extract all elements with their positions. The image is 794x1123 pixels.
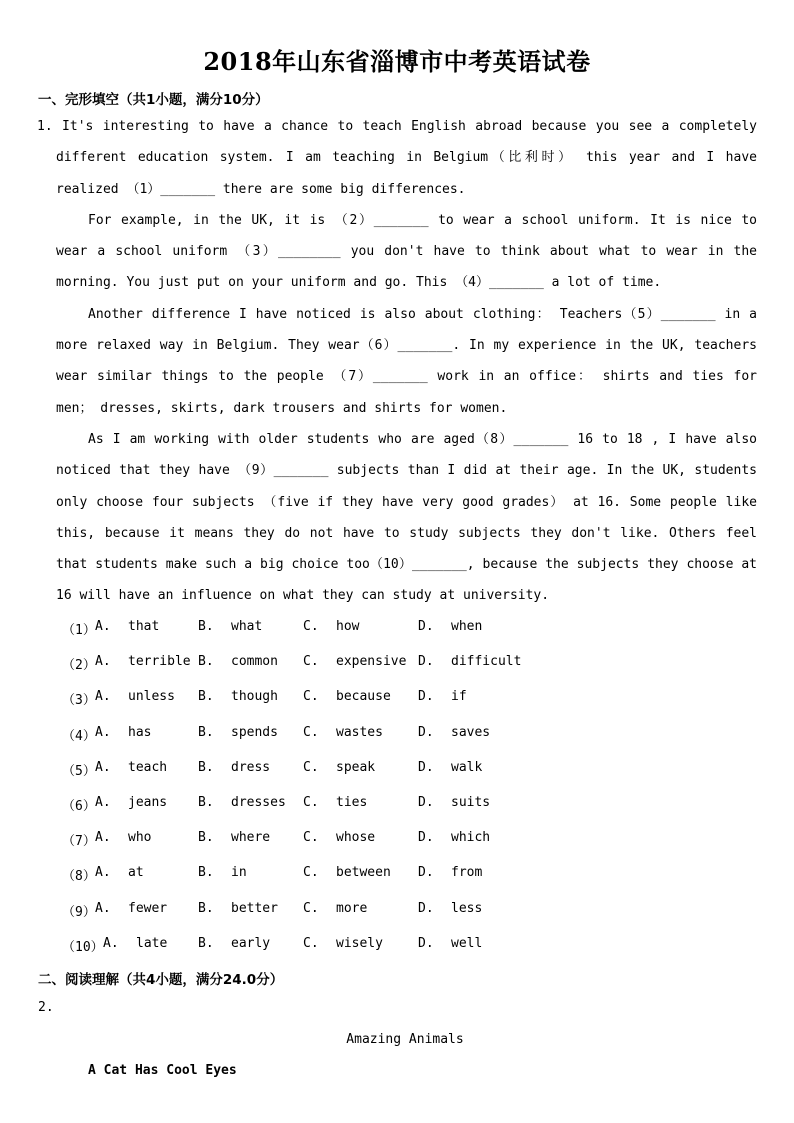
option-choice-b: dress xyxy=(231,759,271,775)
option-choice-a: jeans xyxy=(128,795,168,810)
option-choice-d: well xyxy=(451,935,483,951)
option-choice-d: if xyxy=(451,689,467,705)
option-question-number: （3） xyxy=(62,693,96,709)
option-choice-c: between xyxy=(336,865,391,881)
option-question-number: （7） xyxy=(62,834,96,850)
option-choice-b: better xyxy=(231,900,278,916)
option-choice-b: what xyxy=(231,619,263,634)
option-letter-d: D. xyxy=(418,830,434,846)
option-letter-b: B. xyxy=(198,724,214,740)
option-question-number: （10） xyxy=(62,939,104,955)
option-choice-c: ties xyxy=(336,795,368,810)
option-choice-d: less xyxy=(451,900,483,916)
passage-paragraph-1: 1. It's interesting to have a chance to teach English abroad because you see a completely different education system. I am teaching in Belgium（比利时） this year and I have realized （1）_______ there are some big differences. xyxy=(37,119,757,197)
option-letter-a: A. xyxy=(95,654,111,670)
option-letter-b: B. xyxy=(198,830,214,846)
option-letter-b: B. xyxy=(198,619,214,634)
option-letter-d: D. xyxy=(418,654,434,670)
option-choice-c: more xyxy=(336,900,368,916)
option-choice-d: walk xyxy=(451,759,483,775)
passage-paragraph-4: As I am working with older students who are aged（8）_______ 16 to 18 , I have also noticed that they have （9）_______ subjects than I did at their age. In the UK, students only choose four subjects （five if they have very good grades） at 16. Some people like this, because it means they do not have to study subjects they don't like. Others feel that students make such a big choice too（10）_______, because the subjects they choose at 16 will have an influence on what they can study at university. xyxy=(56,431,757,604)
option-letter-d: D. xyxy=(418,759,434,775)
option-letter-c: C. xyxy=(303,865,319,881)
option-choice-a: who xyxy=(128,830,152,846)
option-letter-a: A. xyxy=(95,619,111,634)
option-choice-c: speak xyxy=(336,759,376,775)
reading-title: Amazing Animals xyxy=(346,1032,464,1047)
option-letter-d: D. xyxy=(418,689,434,705)
option-letter-c: C. xyxy=(303,724,319,740)
option-choice-d: when xyxy=(451,619,483,634)
option-letter-d: D. xyxy=(418,865,434,881)
option-question-number: （1） xyxy=(62,623,96,638)
option-choice-a: has xyxy=(128,724,152,740)
option-letter-d: D. xyxy=(418,935,434,951)
option-choice-a: that xyxy=(128,619,160,634)
option-choice-d: saves xyxy=(451,724,491,740)
reading-subhead: A Cat Has Cool Eyes xyxy=(88,1063,237,1078)
option-choice-c: wastes xyxy=(336,724,383,740)
question-2-number: 2. xyxy=(38,1000,54,1015)
option-choice-b: in xyxy=(231,865,247,881)
option-letter-c: C. xyxy=(303,759,319,775)
option-question-number: （8） xyxy=(62,869,96,885)
option-letter-c: C. xyxy=(303,689,319,705)
option-choice-b: spends xyxy=(231,724,278,740)
option-letter-c: C. xyxy=(303,900,319,916)
option-letter-b: B. xyxy=(198,795,214,810)
option-choice-a: fewer xyxy=(128,900,168,916)
section-heading-reading: 二、阅读理解（共4小题，满分24.0分） xyxy=(38,972,284,988)
option-letter-a: A. xyxy=(95,865,111,881)
option-question-number: （9） xyxy=(62,904,96,920)
option-letter-d: D. xyxy=(418,619,434,634)
passage-paragraph-2: For example, in the UK, it is （2）_______ to wear a school uniform. It is nice to wear a school uniform （3）________ you don't have to think about what to wear in the morning. You just put on your uniform and go. This （4）_______ a lot of time. xyxy=(56,212,757,291)
option-choice-b: dresses xyxy=(231,795,286,810)
option-letter-b: B. xyxy=(198,865,214,881)
option-choice-a: late xyxy=(136,935,168,951)
option-letter-a: A. xyxy=(95,759,111,775)
option-letter-d: D. xyxy=(418,724,434,740)
option-letter-c: C. xyxy=(303,830,319,846)
option-choice-b: where xyxy=(231,830,271,846)
option-choice-a: terrible xyxy=(128,654,191,670)
option-question-number: （4） xyxy=(62,728,96,744)
passage-paragraph-3: Another difference I have noticed is also about clothing： Teachers（5）_______ in a more relaxed way in Belgium. They wear（6）_______. In my experience in the UK, teachers wear similar things to the people （7）_______ work in an office： shirts and ties for men； dresses, skirts, dark trousers and shirts for women. xyxy=(56,306,757,416)
option-choice-c: wisely xyxy=(336,935,383,951)
option-letter-c: C. xyxy=(303,654,319,670)
option-letter-c: C. xyxy=(303,935,319,951)
option-choice-a: unless xyxy=(128,689,175,705)
option-choice-d: suits xyxy=(451,795,491,810)
option-letter-b: B. xyxy=(198,935,214,951)
option-letter-a: A. xyxy=(95,900,111,916)
option-letter-c: C. xyxy=(303,795,319,810)
option-question-number: （2） xyxy=(62,658,96,674)
option-letter-b: B. xyxy=(198,759,214,775)
option-letter-a: A. xyxy=(95,724,111,740)
option-letter-b: B. xyxy=(198,689,214,705)
option-question-number: （5） xyxy=(62,763,96,779)
option-choice-b: early xyxy=(231,935,271,951)
section-heading-cloze: 一、完形填空（共1小题，满分10分） xyxy=(38,92,269,108)
cloze-passage xyxy=(37,111,757,612)
option-choice-b: common xyxy=(231,654,278,670)
option-question-number: （6） xyxy=(62,799,96,814)
option-letter-d: D. xyxy=(418,900,434,916)
option-choice-c: because xyxy=(336,689,391,705)
option-choice-c: how xyxy=(336,619,360,634)
option-choice-a: at xyxy=(128,865,144,881)
option-choice-d: which xyxy=(451,830,491,846)
option-letter-a: A. xyxy=(95,830,111,846)
exam-title: 2018年山东省淄博市中考英语试卷 xyxy=(203,47,591,76)
option-choice-c: expensive xyxy=(336,654,407,670)
option-letter-a: A. xyxy=(103,935,119,951)
option-choice-c: whose xyxy=(336,830,376,846)
option-letter-d: D. xyxy=(418,795,434,810)
option-choice-d: difficult xyxy=(451,654,522,670)
option-choice-a: teach xyxy=(128,759,168,775)
option-letter-a: A. xyxy=(95,689,111,705)
option-letter-a: A. xyxy=(95,795,111,810)
option-letter-b: B. xyxy=(198,900,214,916)
option-letter-b: B. xyxy=(198,654,214,670)
option-choice-d: from xyxy=(451,865,483,881)
option-letter-c: C. xyxy=(303,619,319,634)
option-choice-b: though xyxy=(231,689,278,705)
